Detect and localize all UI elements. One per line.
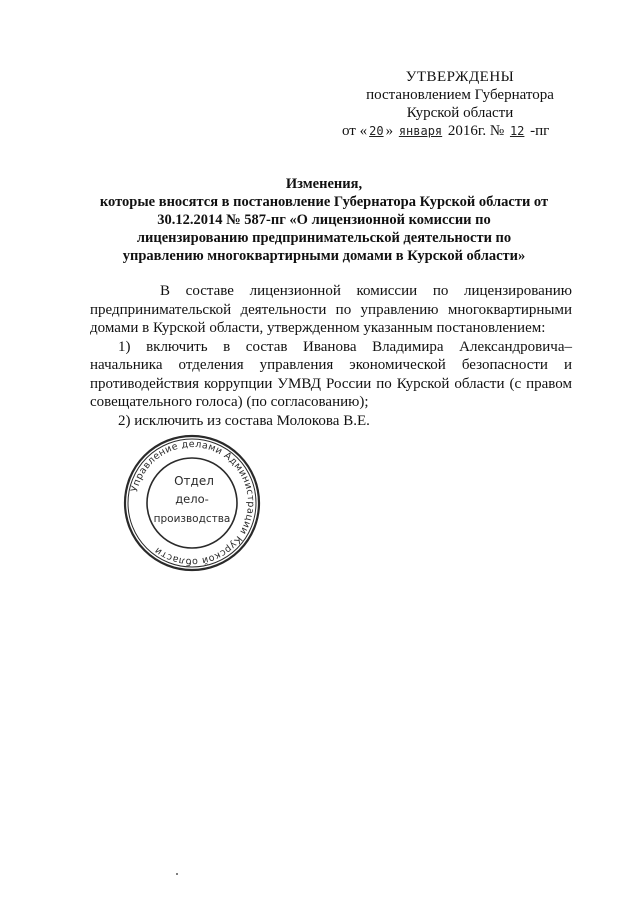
scan-speck: [176, 873, 178, 875]
body-item-1: 1) включить в состав Иванова Владимира Александровича– начальника отделения управления экономической безопасности и противодействия коррупции УМВД России по Курской области (с правом совещательного голоса) (по согласованию);: [90, 338, 572, 410]
date-mid: »: [385, 123, 394, 139]
approval-line-1: постановлением Губернатора: [366, 87, 554, 103]
heading-line-1: Изменения,: [285, 176, 363, 192]
stamp-ring-text: Управление делами Администрации Курской области: [129, 438, 257, 568]
stamp-center-line-3: производства: [153, 513, 231, 525]
approval-block: [330, 68, 590, 140]
date-suffix: -пг: [530, 123, 550, 139]
official-stamp: [122, 433, 262, 573]
heading-line-2: которые вносятся в постановление Губернатора Курской области от: [99, 194, 549, 210]
date-year: 2016г. №: [447, 123, 505, 139]
date-day: 20: [369, 124, 384, 138]
body-intro: В составе лицензионной комиссии по лицензированию предпринимательской деятельности по управлению многоквартирными домами в Курской области, утвержденном указанным постановлением:: [90, 283, 572, 336]
document-body: [90, 282, 572, 430]
heading-line-5: управлению многоквартирными домами в Курской области»: [122, 248, 526, 264]
body-item-2: 2) исключить из состава Молокова В.Е.: [118, 412, 370, 429]
stamp-center-line-2: дело-: [175, 492, 209, 506]
date-month: января: [398, 124, 443, 138]
approval-line-2: Курской области: [406, 105, 514, 121]
heading-line-4: лицензированию предпринимательской деятельности по: [136, 230, 512, 246]
document-heading: [90, 175, 558, 265]
heading-line-3: 30.12.2014 № 587-пг «О лицензионной комиссии по: [157, 212, 491, 228]
date-prefix: от «: [342, 123, 368, 139]
date-number: 12: [509, 124, 525, 138]
approval-date-line: [330, 122, 590, 140]
approval-title: УТВЕРЖДЕНЫ: [405, 69, 515, 85]
stamp-center-line-1: Отдел: [174, 474, 214, 488]
